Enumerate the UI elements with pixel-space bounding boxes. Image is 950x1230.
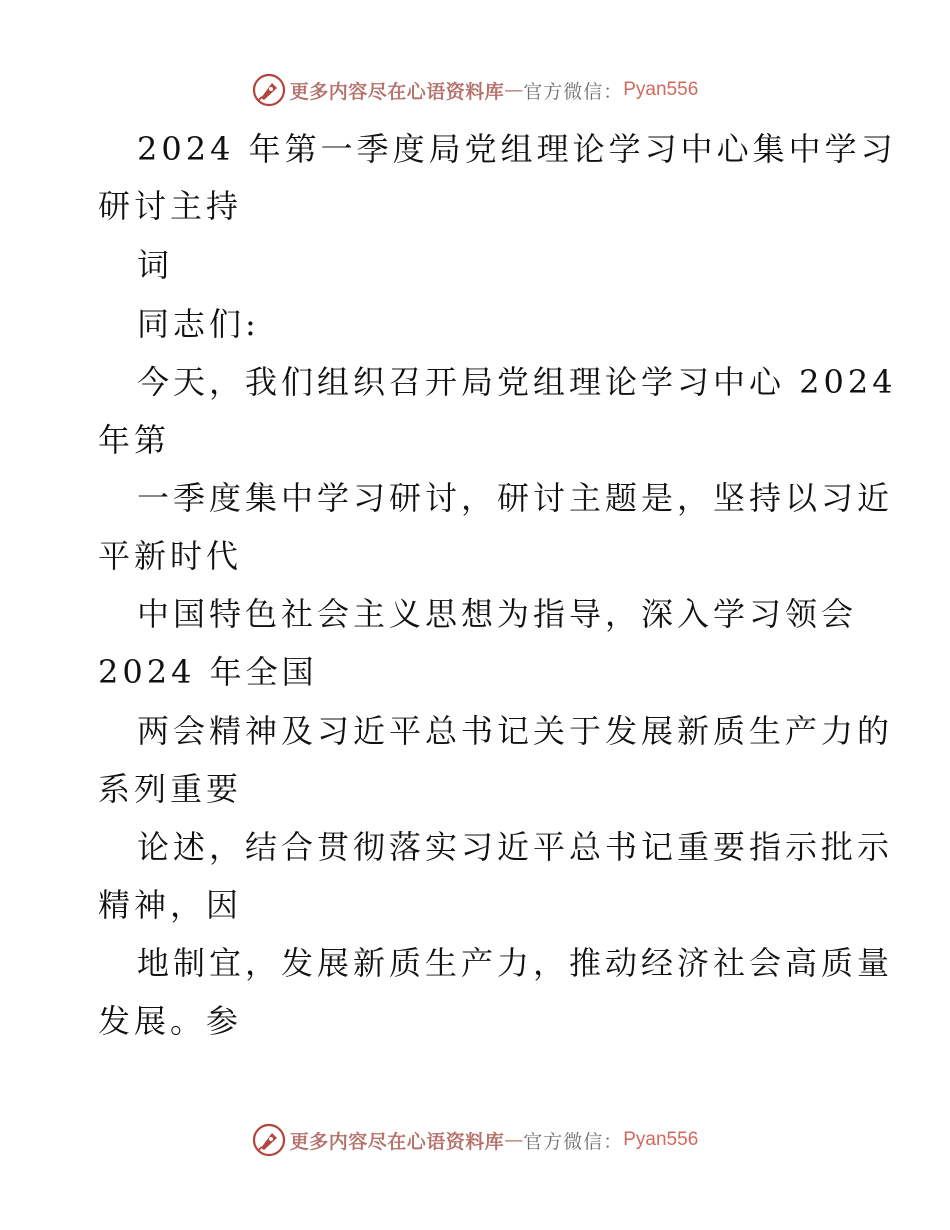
text-line: 论述，结合贯彻落实习近平总书记重要指示批示 <box>137 828 894 866</box>
text-line: 研讨主持 <box>98 187 243 225</box>
text-line: 年第 <box>98 421 171 459</box>
watermark-dash: — <box>504 1129 524 1151</box>
footer-watermark <box>0 1120 950 1160</box>
watermark-wechat-id: Pyan556 <box>623 79 699 100</box>
text-line: 精神，因 <box>98 886 243 924</box>
text-line: 系列重要 <box>98 770 243 808</box>
watermark-dash: — <box>504 79 524 101</box>
text-line: 一季度集中学习研讨，研讨主题是，坚持以习近 <box>137 479 894 517</box>
pen-nib-logo-icon <box>252 73 286 107</box>
header-watermark <box>0 70 950 110</box>
text-line: 2024 年全国 <box>98 653 318 691</box>
watermark-label: 官方微信： <box>523 80 624 103</box>
text-line: 词 <box>137 246 174 284</box>
watermark-label: 官方微信： <box>523 1130 624 1153</box>
text-line: 两会精神及习近平总书记关于发展新质生产力的 <box>137 712 894 750</box>
text-line: 中国特色社会主义思想为指导，深入学习领会 <box>137 595 858 633</box>
watermark-brand: 更多内容尽在心语资料库 <box>289 80 505 103</box>
pen-nib-logo-icon <box>252 1123 286 1157</box>
text-line: 同志们: <box>137 305 260 343</box>
text-line: 今天，我们组织召开局党组理论学习中心 2024 <box>137 363 897 401</box>
watermark-brand: 更多内容尽在心语资料库 <box>289 1130 505 1153</box>
text-line: 2024 年第一季度局党组理论学习中心集中学习 <box>137 130 897 168</box>
text-line: 发展。参 <box>98 1002 243 1040</box>
watermark-wechat-id: Pyan556 <box>623 1129 699 1150</box>
text-line: 平新时代 <box>98 537 243 575</box>
text-line: 地制宜，发展新质生产力，推动经济社会高质量 <box>137 944 894 982</box>
